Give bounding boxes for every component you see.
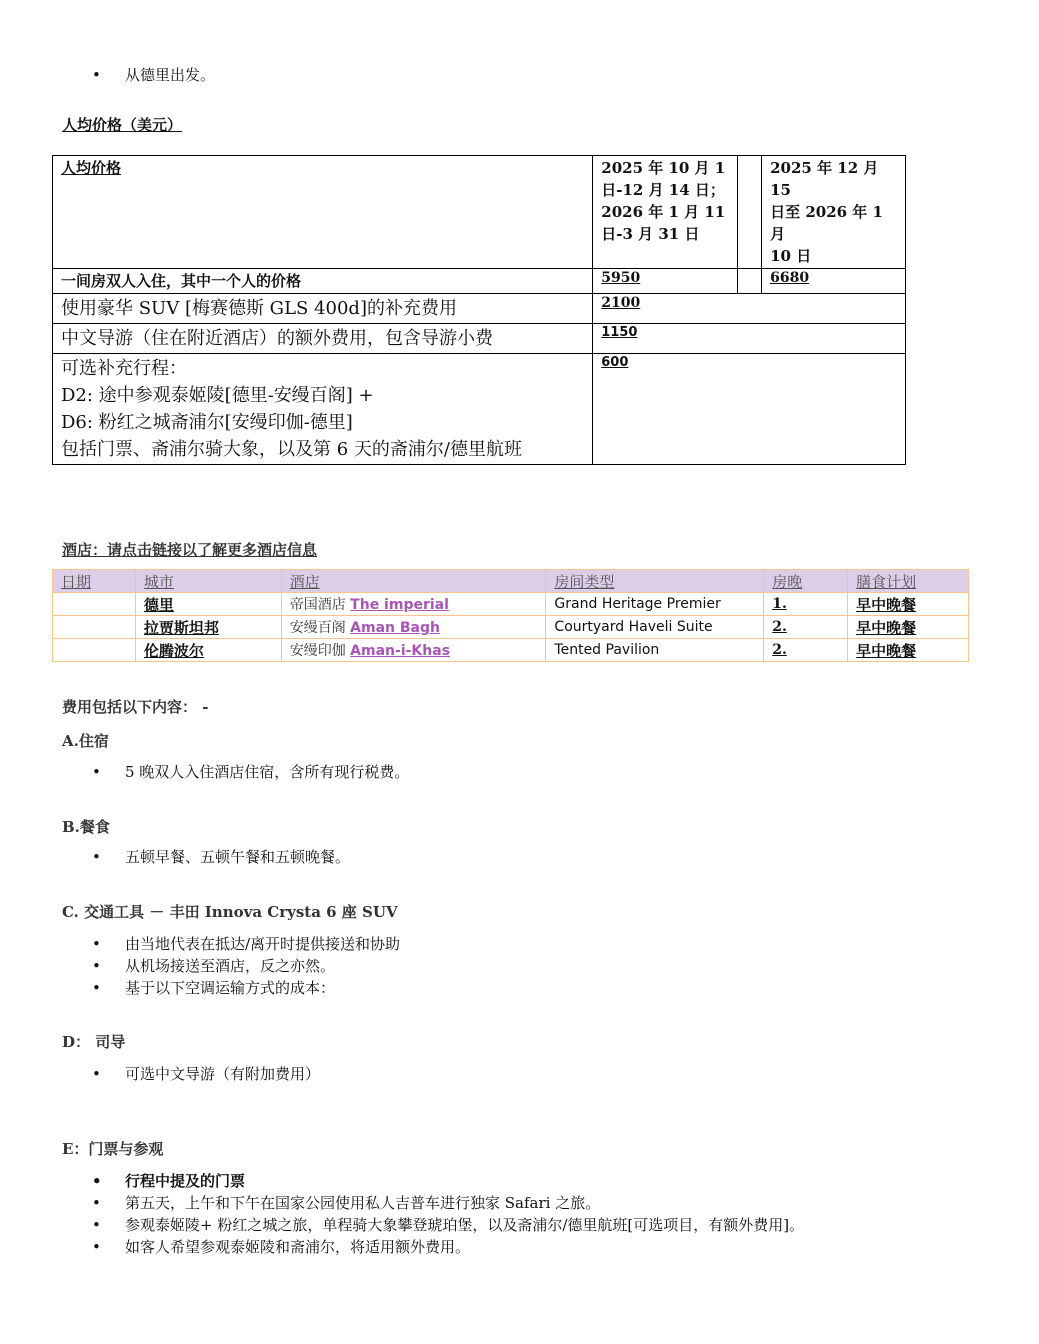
header-hotel: 酒店 — [281, 570, 546, 593]
table-row — [53, 639, 969, 662]
hotel-header-row — [53, 570, 969, 593]
section-b-list — [92, 846, 350, 868]
section-e-title: E：门票与参观 — [62, 1140, 164, 1158]
meal-plan-cell: 早中晚餐 — [848, 639, 969, 662]
header-city: 城市 — [135, 570, 281, 593]
period-1-line: 日-3 月 31 日 — [601, 225, 700, 243]
price-table — [52, 155, 906, 465]
optional-extension-label — [53, 354, 593, 465]
list-item: • 可选中文导游（有附加费用） — [92, 1063, 320, 1085]
section-d-title: D： 司导 — [62, 1033, 126, 1051]
price-header-label: 人均价格 — [53, 156, 593, 269]
section-c-title: C. 交通工具 － 丰田 Innova Crysta 6 座 SUV — [62, 903, 398, 921]
period-1-header — [593, 156, 738, 269]
list-item: • 从机场接送至酒店，反之亦然。 — [92, 955, 400, 977]
city-cell: 拉贾斯坦邦 — [135, 616, 281, 639]
list-item: • 行程中提及的门票 — [92, 1170, 804, 1192]
date-cell — [53, 639, 136, 662]
hotel-table — [52, 569, 969, 662]
price-row-double — [53, 269, 906, 294]
list-item: • 五顿早餐、五顿午餐和五顿晚餐。 — [92, 846, 350, 868]
section-d-list — [92, 1063, 320, 1085]
hotel-link[interactable]: Aman-i-Khas — [350, 643, 451, 659]
double-price-period-1: 5950 — [593, 269, 738, 294]
hotel-name-cn: 安缦印伽 — [289, 643, 346, 659]
hotel-link[interactable]: Aman Bagh — [350, 620, 440, 636]
double-price-period-2: 6680 — [762, 269, 906, 294]
header-room-type: 房间类型 — [546, 570, 764, 593]
price-heading: 人均价格（美元） — [62, 116, 183, 134]
header-date: 日期 — [53, 570, 136, 593]
room-type-cell: Grand Heritage Premier — [546, 593, 764, 616]
double-occupancy-label: 一间房双人入住，其中一个人的价格 — [53, 269, 593, 294]
meal-plan-cell: 早中晚餐 — [848, 593, 969, 616]
date-cell — [53, 616, 136, 639]
table-row — [53, 593, 969, 616]
includes-heading: 费用包括以下内容： - — [62, 698, 209, 716]
section-a-list — [92, 761, 409, 783]
period-2-line: 日至 2026 年 1 月 — [770, 203, 883, 243]
nights-cell: 2. — [764, 616, 848, 639]
period-2-header — [762, 156, 906, 269]
hotel-cell — [281, 616, 546, 639]
price-row-optional — [53, 354, 906, 465]
period-2-line: 10 日 — [770, 247, 812, 265]
section-b-title: B.餐食 — [62, 818, 110, 836]
price-row-suv — [53, 294, 906, 324]
optional-line: D6: 粉红之城斋浦尔[安缦印伽-德里] — [61, 412, 353, 433]
guide-supplement-price: 1150 — [593, 324, 906, 354]
room-type-cell: Courtyard Haveli Suite — [546, 616, 764, 639]
guide-supplement-label: 中文导游（住在附近酒店）的额外费用，包含导游小费 — [53, 324, 593, 354]
period-1-line: 2026 年 1 月 11 — [601, 203, 726, 221]
hotel-cell — [281, 639, 546, 662]
table-row — [53, 616, 969, 639]
hotel-name-cn: 安缦百阁 — [289, 620, 346, 636]
hotel-link[interactable]: The imperial — [350, 597, 449, 613]
period-2-line: 2025 年 12 月 15 — [770, 159, 879, 199]
optional-line: D2: 途中参观泰姬陵[德里-安缦百阁] + — [61, 385, 374, 406]
list-item: • 基于以下空调运输方式的成本： — [92, 977, 400, 999]
nights-cell: 1. — [764, 593, 848, 616]
room-type-cell: Tented Pavilion — [546, 639, 764, 662]
meal-plan-cell: 早中晚餐 — [848, 616, 969, 639]
city-cell: 德里 — [135, 593, 281, 616]
list-item: • 5 晚双人入住酒店住宿，含所有现行税费。 — [92, 761, 409, 783]
hotel-name-cn: 帝国酒店 — [289, 597, 346, 613]
spacer-cell — [738, 156, 762, 269]
optional-line: 包括门票、斋浦尔骑大象，以及第 6 天的斋浦尔/德里航班 — [61, 439, 522, 460]
list-item: • 参观泰姬陵+ 粉红之城之旅，单程骑大象攀登琥珀堡，以及斋浦尔/德里航班[可选项目，有额外费用]。 — [92, 1214, 804, 1236]
list-item: • 由当地代表在抵达/离开时提供接送和协助 — [92, 933, 400, 955]
city-cell: 伦腾波尔 — [135, 639, 281, 662]
section-c-list — [92, 933, 400, 999]
hotel-cell — [281, 593, 546, 616]
list-item: • 从德里出发。 — [92, 64, 215, 86]
top-bullet-list — [92, 64, 215, 86]
section-e-list — [92, 1170, 804, 1258]
spacer-cell — [738, 269, 762, 294]
section-a-title: A.住宿 — [62, 732, 109, 750]
price-header-row — [53, 156, 906, 269]
optional-extension-price: 600 — [593, 354, 906, 465]
period-1-line: 日-12 月 14 日； — [601, 181, 725, 199]
date-cell — [53, 593, 136, 616]
list-item: • 如客人希望参观泰姬陵和斋浦尔，将适用额外费用。 — [92, 1236, 804, 1258]
period-1-line: 2025 年 10 月 1 — [601, 159, 726, 177]
hotel-heading: 酒店：请点击链接以了解更多酒店信息 — [62, 541, 318, 559]
optional-line: 可选补充行程： — [61, 358, 187, 379]
suv-supplement-label: 使用豪华 SUV [梅赛德斯 GLS 400d]的补充费用 — [53, 294, 593, 324]
header-meal-plan: 膳食计划 — [848, 570, 969, 593]
header-nights: 房晚 — [764, 570, 848, 593]
price-row-guide — [53, 324, 906, 354]
nights-cell: 2. — [764, 639, 848, 662]
list-item: • 第五天，上午和下午在国家公园使用私人吉普车进行独家 Safari 之旅。 — [92, 1192, 804, 1214]
suv-supplement-price: 2100 — [593, 294, 906, 324]
